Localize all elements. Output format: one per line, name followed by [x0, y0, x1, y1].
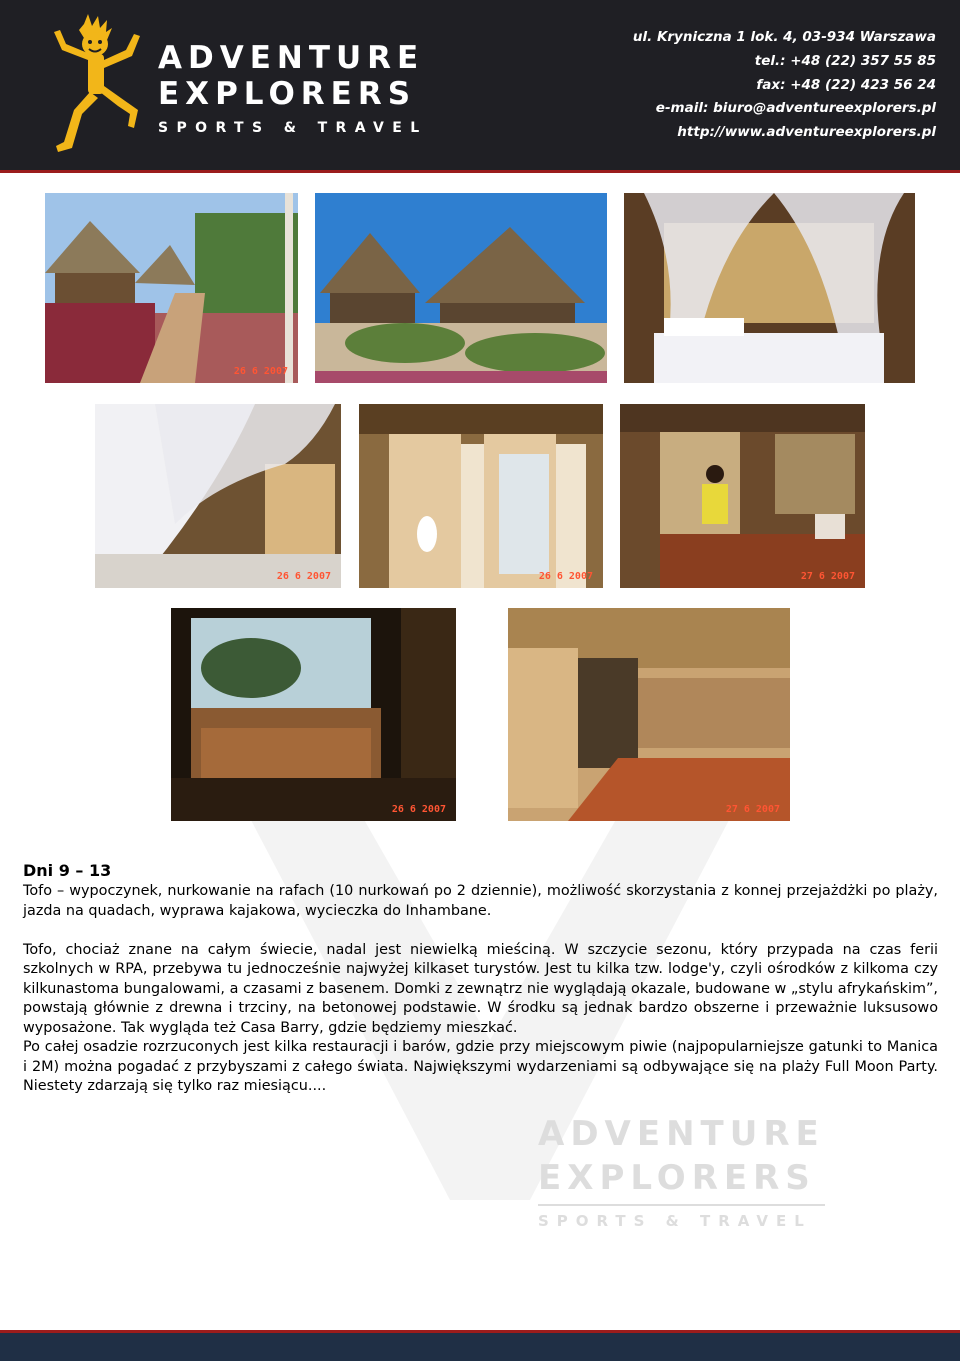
brand-name-line1: ADVENTURE — [158, 40, 425, 76]
address-text: ul. Kryniczna 1 lok. 4, 03-934 Warszawa — [632, 29, 936, 45]
website-link[interactable]: http://www.adventureexplorers.pl — [677, 124, 936, 141]
photo-date-stamp: 26 6 2007 — [276, 571, 331, 582]
photo-deck-view — [171, 608, 456, 821]
article-paragraph-2: Tofo, chociaż znane na całym świecie, nadal jest niewielką mieściną. W szczycie sezonu, który przypada na czas ferii szkolnych w RPA, przebywa tu jednocześnie najwyżej kilkaset turystów. Jest tu kilka tzw. lodge'y, czyli ośrodków z kilkoma czy kilkunastoma bungalowami, a czasami z basenem. Domki z zewnątrz nie wyglądają okazale, budowane w „stylu afrykańskim”, powstają głównie z drewna i trzciny, na betonowej podstawie. W środku są jednak bardzo obszerne i przeważnie luksusowo wyposażone. Tak wygląda też Casa Barry, gdzie będziemy mieszkać. — [23, 941, 938, 1036]
dancing-figure-logo-icon — [44, 14, 144, 156]
photo-date-stamp: 27 6 2007 — [800, 571, 855, 582]
photo-huts-on-hill — [315, 193, 607, 383]
watermark-line3: SPORTS & TRAVEL — [538, 1204, 825, 1230]
brand-tagline: SPORTS & TRAVEL — [158, 120, 428, 136]
page-footer-bar — [0, 1330, 960, 1361]
brand-name-line2: EXPLORERS — [158, 76, 417, 112]
contact-block — [633, 26, 936, 145]
photo-date-stamp: 27 6 2007 — [725, 804, 780, 815]
watermark-line2: EXPLORERS — [538, 1158, 816, 1198]
photo-bedroom-mosquito-net — [624, 193, 915, 383]
watermark-line1: ADVENTURE — [538, 1114, 825, 1154]
photo-date-stamp: 26 6 2007 — [391, 804, 446, 815]
photo-thatched-veranda — [508, 608, 790, 821]
phone-text: tel.: +48 (22) 357 55 85 — [754, 52, 936, 69]
fax-text: fax: +48 (22) 423 56 24 — [756, 76, 936, 93]
photo-room-net-interior — [95, 404, 341, 588]
brand-logo-text — [158, 40, 428, 140]
article-paragraph-3: Po całej osadzie rozrzuconych jest kilka restauracji i barów, gdzie przy miejscowym piwie (najpopularniejsze gatunki to Manica i 2M) można pogadać z przybyszami z całego świata. Największymi wydarzeniami są odbywające się na plaży Full Moon Party. Niestety zdarzają się tylko raz miesiącu.... — [23, 1039, 938, 1094]
photo-date-stamp: 26 6 2007 — [538, 571, 593, 582]
photo-date-stamp: 26 6 2007 — [233, 366, 288, 377]
article-body — [23, 860, 938, 1097]
page-header — [0, 0, 960, 173]
email-link[interactable]: e-mail: biuro@adventureexplorers.pl — [655, 100, 936, 117]
photo-kitchen-host — [620, 404, 865, 588]
article-paragraph-1: Tofo – wypoczynek, nurkowanie na rafach (10 nurkowań po 2 dziennie), możliwość skorzystania z konnej przejażdżki po plaży, jazda na quadach, wyprawa kajakowa, wycieczka do Inhambane. — [23, 883, 938, 919]
article-heading: Dni 9 – 13 — [23, 861, 112, 880]
watermark-logo — [538, 1112, 825, 1230]
photo-bungalows-stairs — [45, 193, 298, 383]
photo-bathroom — [359, 404, 603, 588]
